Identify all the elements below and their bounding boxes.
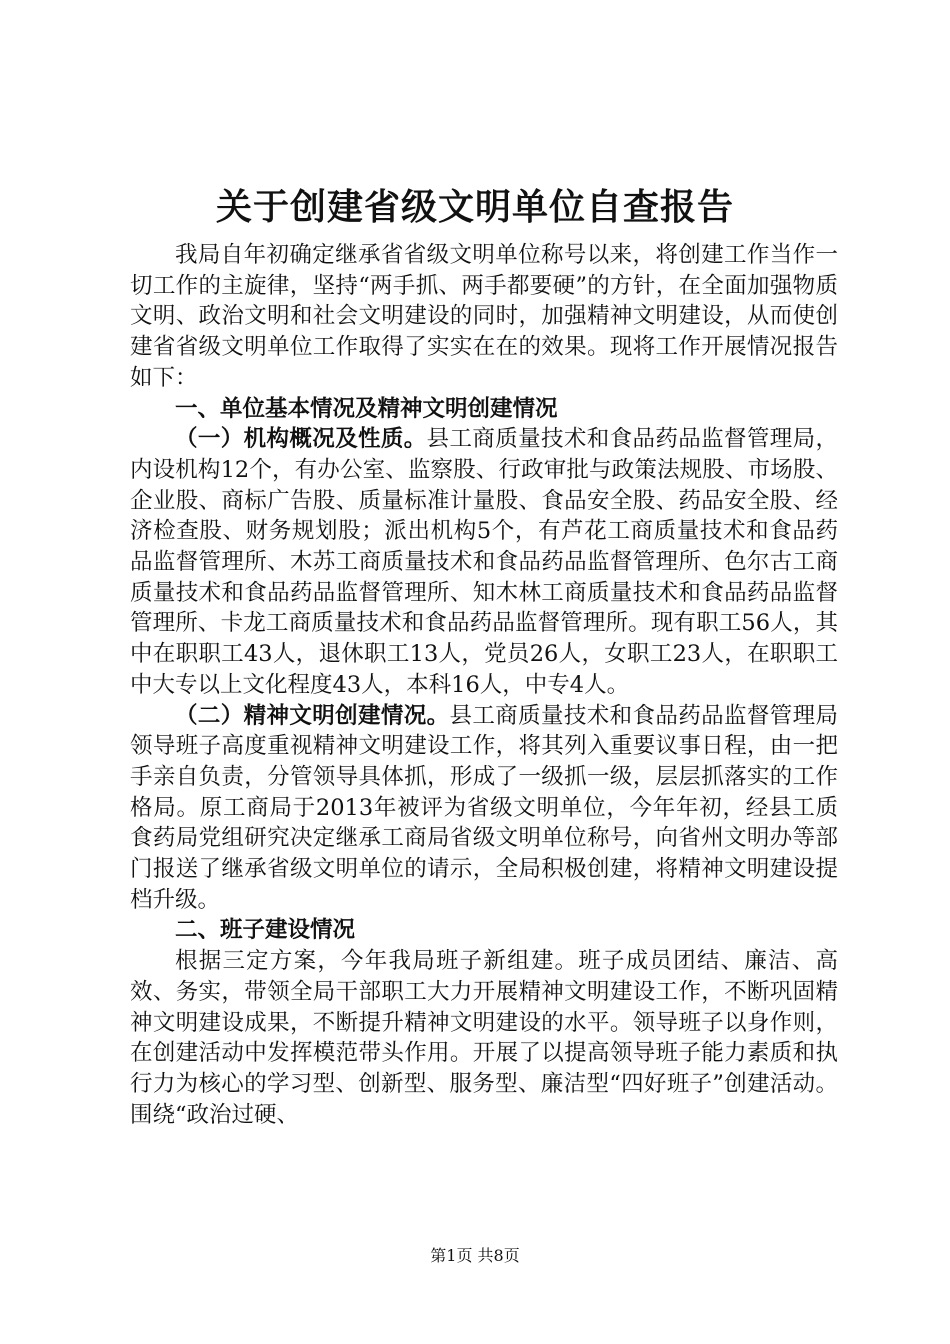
page-footer: 第1页 共8页 <box>430 1246 520 1265</box>
intro-paragraph: 我局自年初确定继承省省级文明单位称号以来，将创建工作当作一切工作的主旋律，坚持“两手抓、两手都要硬”的方针，在全面加强物质文明、政治文明和社会文明建设的同时，加强精神文明建设，从而使创建省省级文明单位工作取得了实实在在的效果。现将工作开展情况报告如下： <box>130 242 838 391</box>
section-1-sub-1-lead: （一）机构概况及性质。 <box>175 426 427 453</box>
section-1-sub-1-paragraph <box>130 424 838 700</box>
section-1-sub-2-paragraph <box>130 701 838 916</box>
section-1-sub-2-lead: （二）精神文明创建情况。 <box>175 702 450 729</box>
section-2-heading: 二、班子建设情况 <box>175 917 356 944</box>
section-2-paragraph: 根据三定方案，今年我局班子新组建。班子成员团结、廉洁、高效、务实，带领全局干部职工大力开展精神文明建设工作，不断巩固精神文明建设成果，不断提升精神文明建设的水平。领导班子以身作则，在创建活动中发挥模范带头作用。开展了以提高领导班子能力素质和执行力为核心的学习型、创新型、服务型、廉洁型“四好班子”创建活动。围绕“政治过硬、 <box>130 948 838 1128</box>
section-1-sub-1-text: 县工商质量技术和食品药品监督管理局，内设机构12个，有办公室、监察股、行政审批与政策法规股、市场股、企业股、商标广告股、质量标准计量股、食品安全股、药品安全股、经济检查股、财务规划股；派出机构5个，有芦花工商质量技术和食品药品监督管理所、木苏工商质量技术和食品药品监督管理所、色尔古工商质量技术和食品药品监督管理所、知木林工商质量技术和食品药品监督管理所、卡龙工商质量技术和食品药品监督管理所。现有职工56人，其中在职职工43人，退休职工13人，党员26人，女职工23人，在职职工中大专以上文化程度43人，本科16人，中专4人。 <box>130 426 838 698</box>
section-1-sub-2-text: 县工商质量技术和食品药品监督管理局领导班子高度重视精神文明建设工作，将其列入重要议事日程，由一把手亲自负责，分管领导具体抓，形成了一级抓一级，层层抓落实的工作格局。原工商局于2013年被评为省级文明单位，今年年初，经县工质食药局党组研究决定继承工商局省级文明单位称号，向省州文明办等部门报送了继承省级文明单位的请示，全局积极创建，将精神文明建设提档升级。 <box>130 702 838 913</box>
document-title: 关于创建省级文明单位自查报告 <box>215 186 734 228</box>
document-body <box>130 240 838 1130</box>
section-1-heading: 一、单位基本情况及精神文明创建情况 <box>175 395 558 422</box>
